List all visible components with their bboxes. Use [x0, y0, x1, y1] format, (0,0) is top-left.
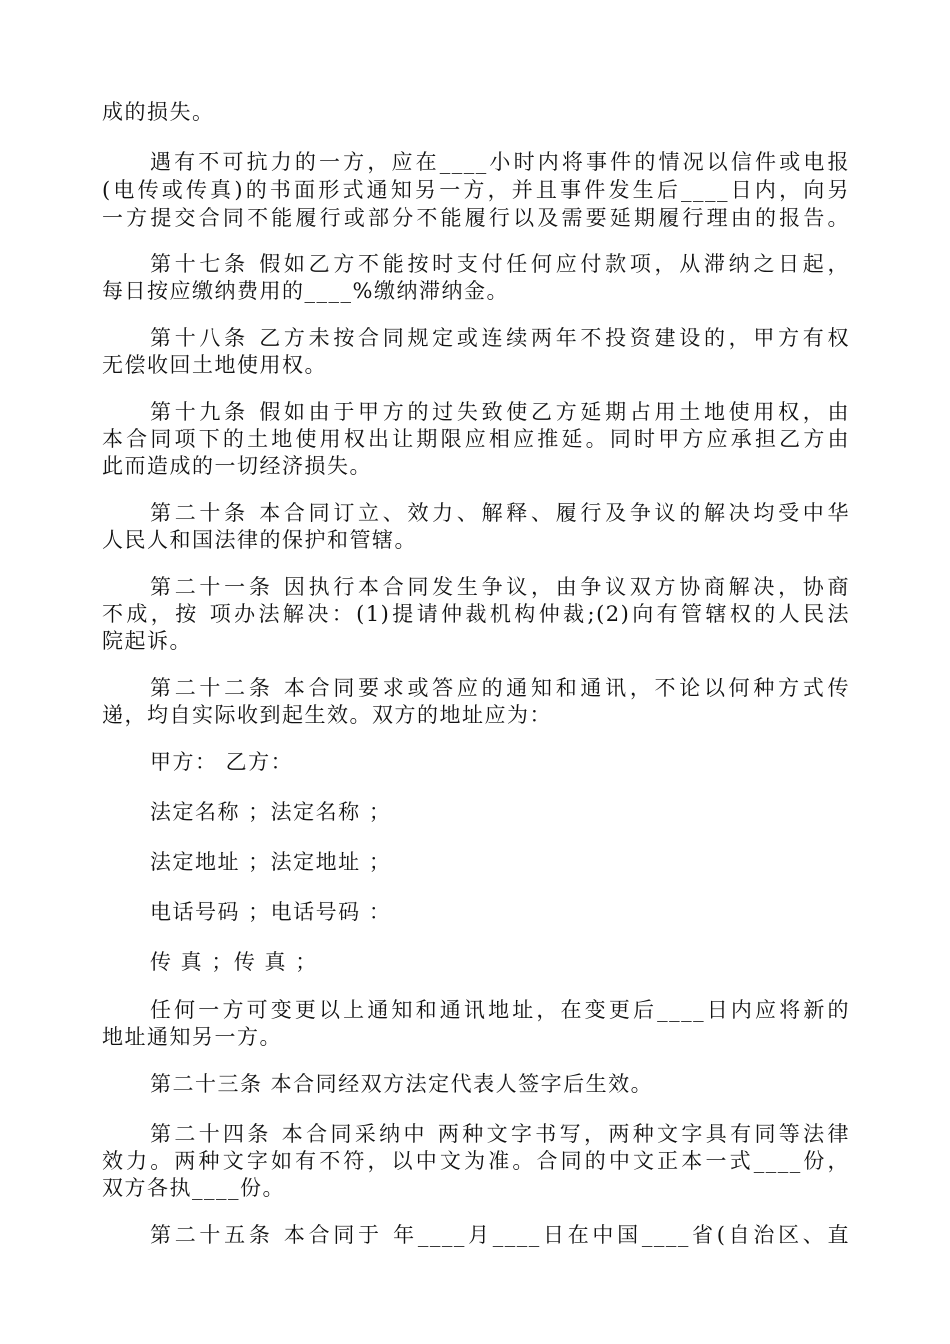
- text-line: 遇有不可抗力的一方，应在____小时内将事件的情况以信件或电报: [150, 150, 850, 174]
- text-line: 第二十四条 本合同采纳中 两种文字书写，两种文字具有同等法律: [150, 1122, 850, 1146]
- text-line: 不成，按 项办法解决：(1)提请仲裁机构仲裁;(2)向有管辖权的人民法: [102, 602, 850, 626]
- text-line: 第二十一条 因执行本合同发生争议，由争议双方协商解决，协商: [150, 575, 850, 599]
- text-line: 第二十条 本合同订立、效力、解释、履行及争议的解决均受中华: [150, 501, 850, 525]
- text-line: 电话号码 ；电话号码 ：: [150, 900, 392, 924]
- text-line: 第十八条 乙方未按合同规定或连续两年不投资建设的，甲方有权: [150, 326, 850, 350]
- text-line: 效力。两种文字如有不符，以中文为准。合同的中文正本一式____份，: [102, 1149, 850, 1173]
- text-line: 传 真 ；传 真 ；: [150, 950, 318, 974]
- text-line: 双方各执____份。: [102, 1176, 285, 1200]
- text-line: 甲方： 乙方：: [150, 750, 294, 774]
- text-line: 第十九条 假如由于甲方的过失致使乙方延期占用土地使用权，由: [150, 400, 850, 424]
- text-line: 地址通知另一方。: [102, 1025, 282, 1049]
- text-line: 此而造成的一切经济损失。: [102, 454, 372, 478]
- text-line: 第二十三条 本合同经双方法定代表人签字后生效。: [150, 1072, 654, 1096]
- text-line: 法定地址 ；法定地址 ；: [150, 850, 392, 874]
- text-line: 人民人和国法律的保护和管辖。: [102, 528, 417, 552]
- text-line: 每日按应缴纳费用的____%缴纳滞纳金。: [102, 279, 509, 303]
- text-line: 第十七条 假如乙方不能按时支付任何应付款项，从滞纳之日起，: [150, 252, 850, 276]
- text-line: 法定名称 ；法定名称 ；: [150, 800, 392, 824]
- text-line: 成的损失。: [102, 100, 215, 124]
- text-line: 一方提交合同不能履行或部分不能履行以及需要延期履行理由的报告。: [102, 206, 850, 230]
- text-line: 任何一方可变更以上通知和通讯地址，在变更后____日内应将新的: [150, 998, 850, 1022]
- text-line: 第二十二条 本合同要求或答应的通知和通讯，不论以何种方式传: [150, 676, 850, 700]
- text-line: (电传或传真)的书面形式通知另一方，并且事件发生后____日内，向另: [102, 178, 850, 202]
- text-line: 无偿收回土地使用权。: [102, 353, 327, 377]
- text-line: 院起诉。: [102, 629, 192, 653]
- text-line: 递，均自实际收到起生效。双方的地址应为：: [102, 703, 552, 727]
- text-line: 本合同项下的土地使用权出让期限应相应推延。同时甲方应承担乙方由: [102, 427, 850, 451]
- text-line: 第二十五条 本合同于 年____月____日在中国____省(自治区、直: [150, 1223, 850, 1247]
